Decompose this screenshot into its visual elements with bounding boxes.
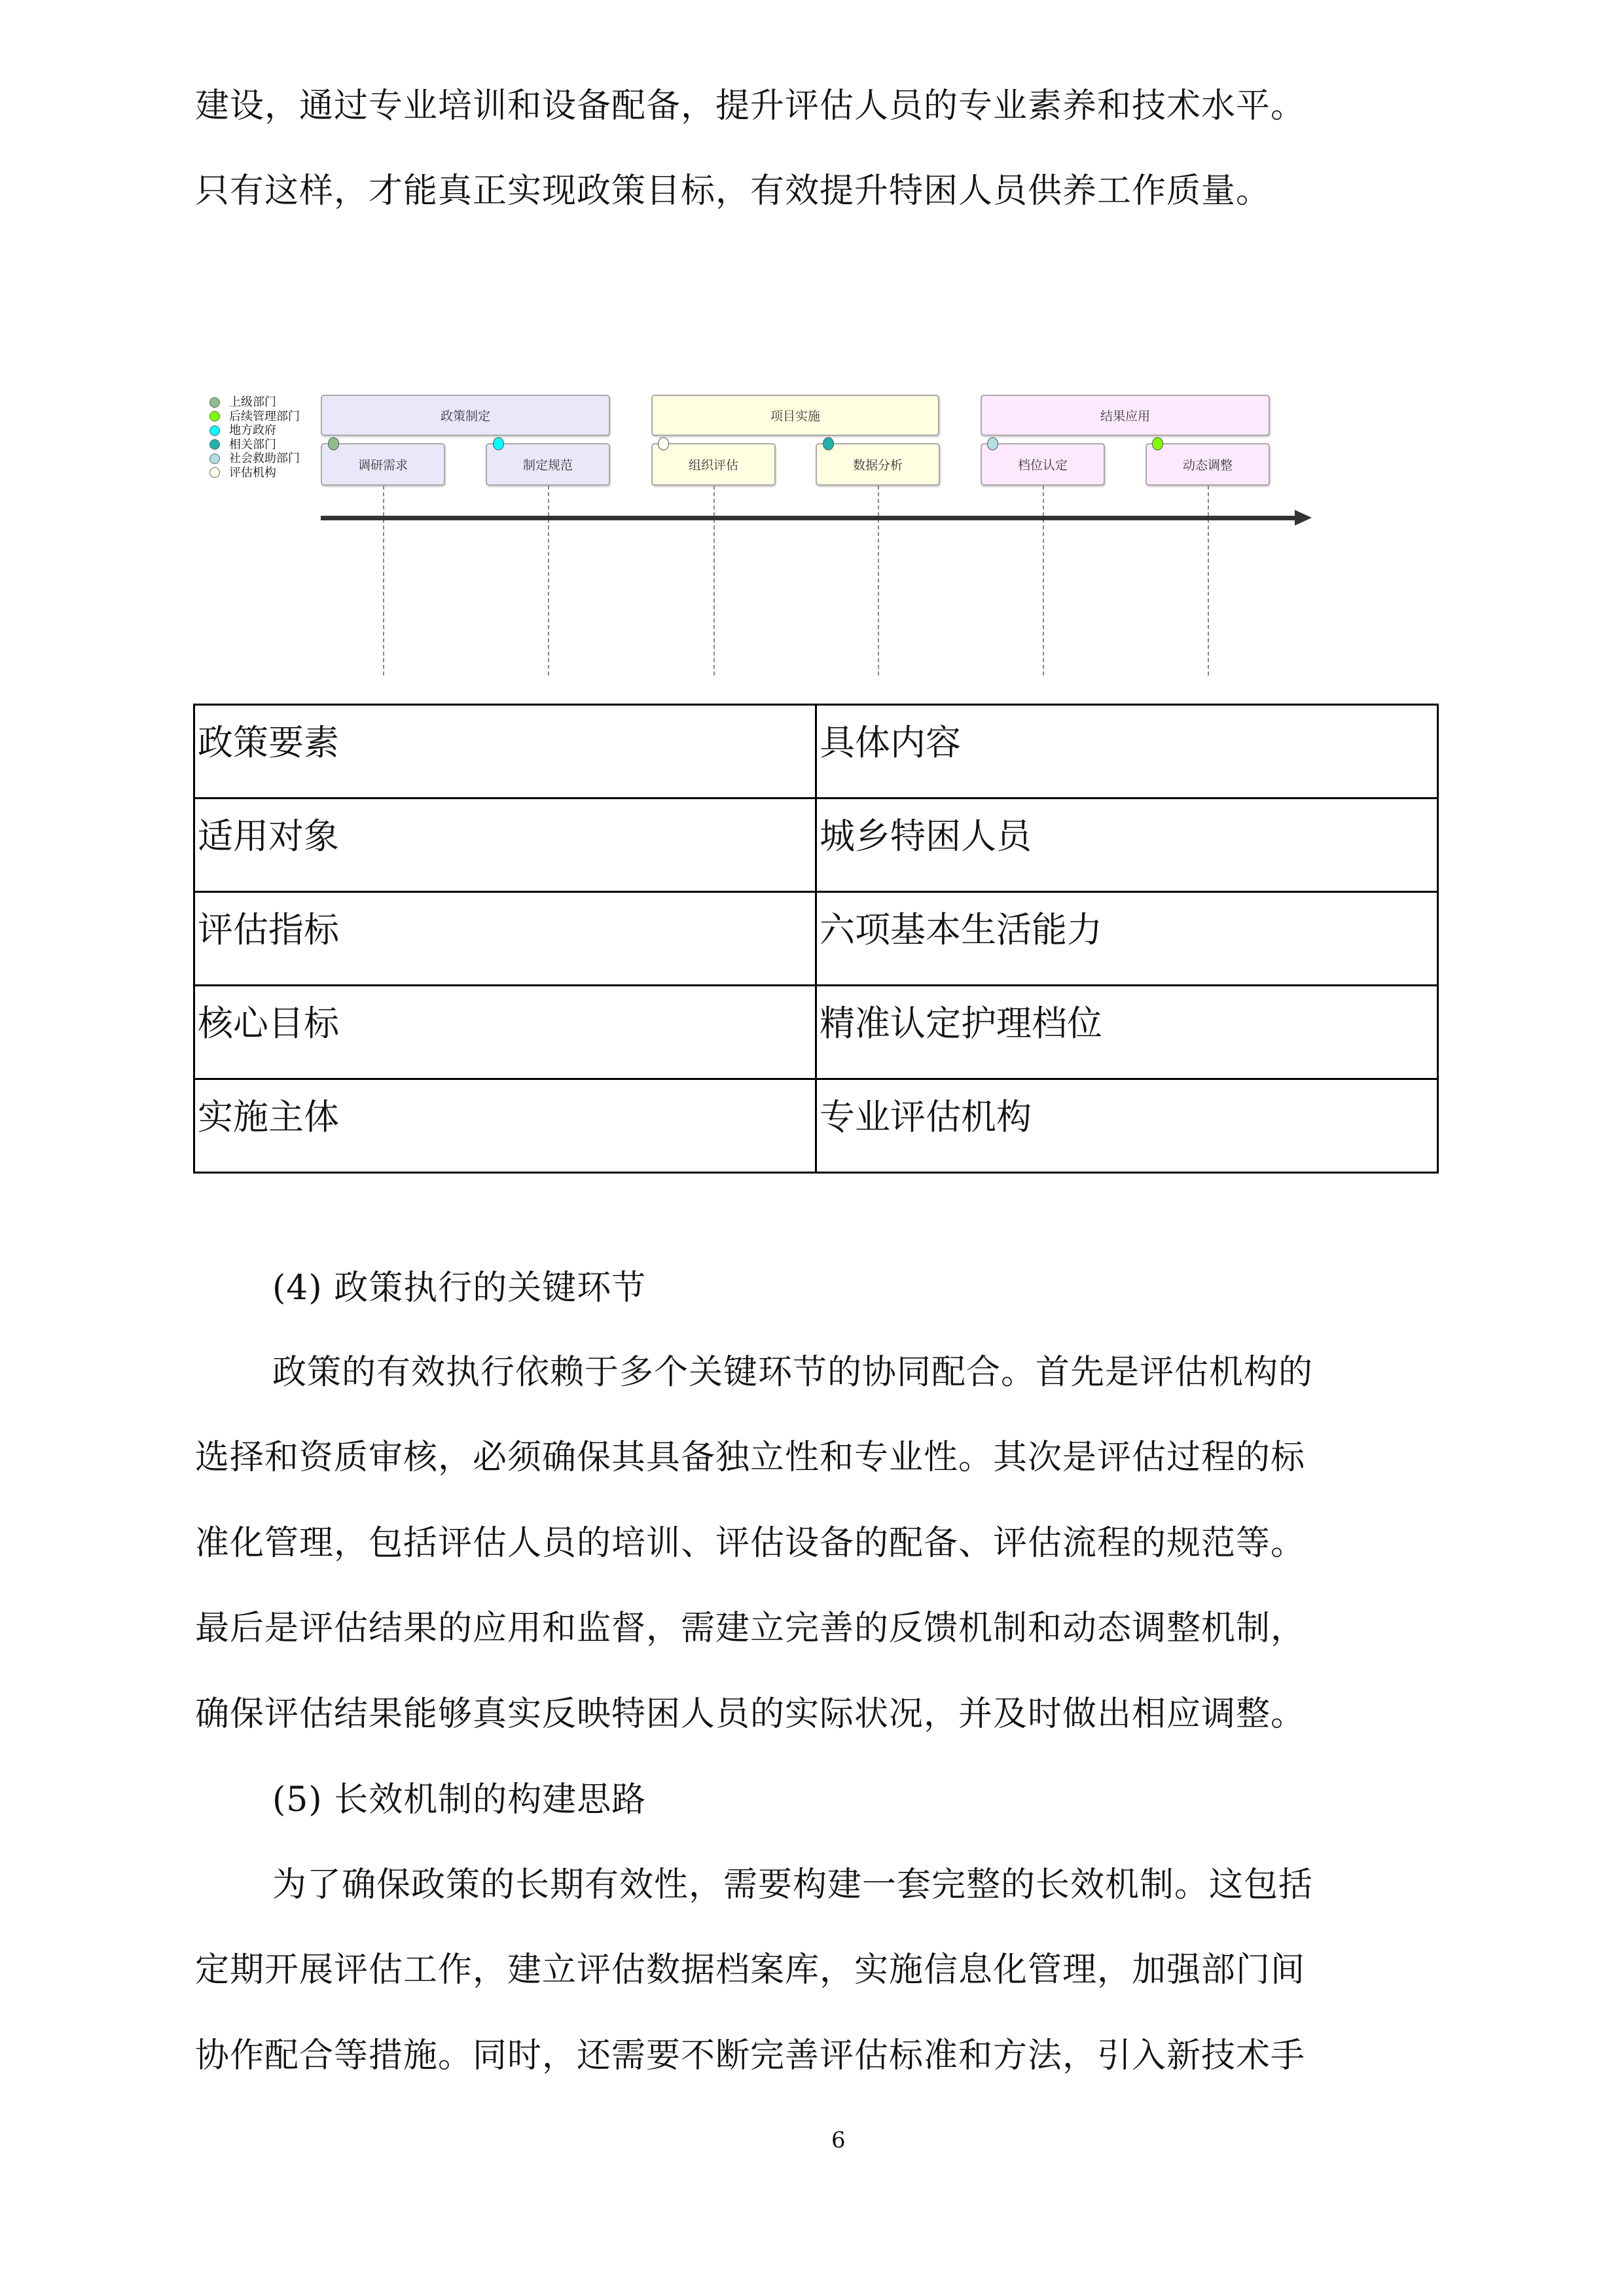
- legend-item: [209, 466, 300, 480]
- text-line: 政策的有效执行依赖于多个关键环节的协同配合。首先是评估机构的: [272, 1353, 1314, 1392]
- pin-icon: [1152, 437, 1163, 450]
- table-row: [194, 798, 1438, 892]
- diagram-legend: [209, 395, 300, 480]
- task-box: 组织评估: [651, 443, 776, 486]
- page-number: 6: [831, 2127, 846, 2153]
- pin-icon: [328, 437, 339, 450]
- legend-item: [209, 395, 300, 410]
- task-box: 制定规范: [486, 443, 610, 486]
- text-line: 准化管理，包括评估人员的培训、评估设备的配备、评估流程的规范等。: [195, 1524, 1306, 1563]
- legend-dot-icon: [209, 411, 220, 422]
- task-box: 动态调整: [1146, 443, 1270, 486]
- text-line: 为了确保政策的长期有效性，需要构建一套完整的长效机制。这包括: [272, 1865, 1314, 1905]
- dashed-guide: [1208, 486, 1209, 675]
- timeline-arrow: [321, 516, 1296, 520]
- table-cell: 精准认定护理档位: [816, 986, 1438, 1079]
- dashed-guide: [1043, 486, 1044, 675]
- text-line: 最后是评估结果的应用和监督，需建立完善的反馈机制和动态调整机制，: [195, 1609, 1306, 1648]
- table-cell: 具体内容: [816, 705, 1438, 798]
- table-cell: 实施主体: [194, 1079, 816, 1173]
- table-row: [194, 986, 1438, 1079]
- dashed-guide: [548, 486, 549, 675]
- table-cell: 评估指标: [194, 892, 816, 986]
- task-box: 调研需求: [321, 443, 445, 486]
- text-line: 定期开展评估工作，建立评估数据档案库，实施信息化管理，加强部门间: [195, 1950, 1306, 1990]
- section-heading: (4) 政策执行的关键环节: [272, 1268, 647, 1308]
- table-row: [194, 892, 1438, 986]
- text-line: 确保评估结果能够真实反映特困人员的实际状况，并及时做出相应调整。: [195, 1695, 1306, 1734]
- table-cell: 城乡特困人员: [816, 798, 1438, 892]
- text-line: 协作配合等措施。同时，还需要不断完善评估标准和方法，引入新技术手: [195, 2036, 1306, 2075]
- dashed-guide: [878, 486, 879, 675]
- phase-box: 结果应用: [981, 395, 1270, 436]
- text-line: 选择和资质审核，必须确保其具备独立性和专业性。其次是评估过程的标: [195, 1438, 1306, 1477]
- arrow-head-icon: [1295, 510, 1312, 526]
- text-line: 只有这样，才能真正实现政策目标，有效提升特困人员供养工作质量。: [195, 171, 1271, 211]
- table-cell: 核心目标: [194, 986, 816, 1079]
- legend-label: 上级部门: [229, 395, 276, 409]
- pin-icon: [658, 437, 669, 450]
- table-cell: 专业评估机构: [816, 1079, 1438, 1173]
- section-heading: (5) 长效机制的构建思路: [272, 1780, 647, 1820]
- table-row: [194, 1079, 1438, 1173]
- legend-dot-icon: [209, 425, 220, 436]
- task-box: 档位认定: [981, 443, 1105, 486]
- table-cell: 适用对象: [194, 798, 816, 892]
- pin-icon: [823, 437, 834, 450]
- dashed-guide: [713, 486, 715, 675]
- legend-label: 后续管理部门: [229, 409, 300, 423]
- legend-label: 相关部门: [229, 437, 276, 452]
- text-line: 建设，通过专业培训和设备配备，提升评估人员的专业素养和技术水平。: [195, 86, 1306, 126]
- phase-box: 项目实施: [651, 395, 939, 436]
- table-cell: 政策要素: [194, 705, 816, 798]
- legend-dot-icon: [209, 397, 220, 408]
- legend-item: [209, 452, 300, 466]
- legend-item: [209, 438, 300, 452]
- pin-icon: [493, 437, 504, 450]
- table-row: [194, 705, 1438, 798]
- legend-label: 地方政府: [229, 423, 276, 437]
- legend-dot-icon: [209, 439, 220, 450]
- legend-dot-icon: [209, 454, 220, 464]
- legend-item: [209, 423, 300, 438]
- phase-box: 政策制定: [321, 395, 610, 436]
- task-box: 数据分析: [816, 443, 940, 486]
- legend-dot-icon: [209, 467, 220, 478]
- legend-label: 社会救助部门: [229, 452, 300, 465]
- legend-item: [209, 410, 300, 424]
- policy-table: [193, 704, 1439, 1174]
- legend-label: 评估机构: [229, 465, 276, 480]
- dashed-guide: [383, 486, 384, 675]
- table-cell: 六项基本生活能力: [816, 892, 1438, 986]
- pin-icon: [987, 437, 998, 450]
